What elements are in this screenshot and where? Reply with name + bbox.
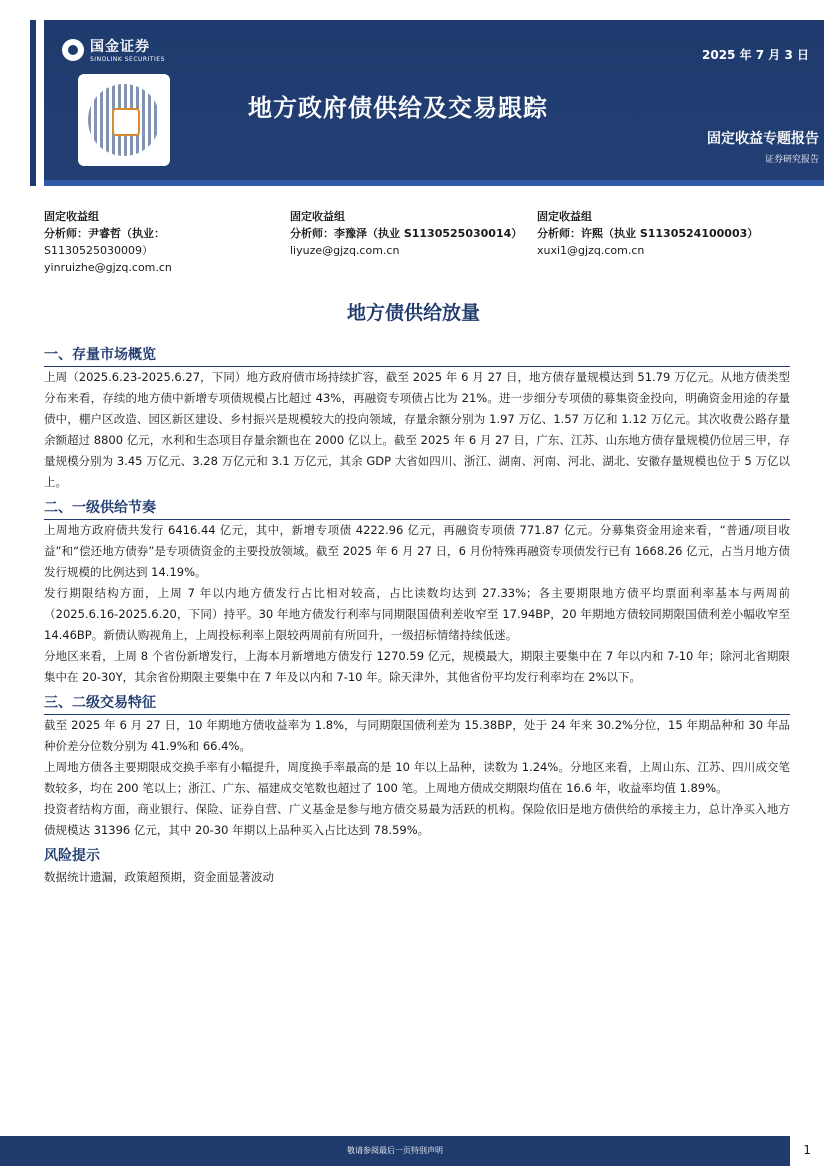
report-subtype: 证券研究报告: [764, 155, 819, 165]
report-title: 地方政府债供给及交易跟踪: [248, 94, 548, 122]
analyst-email[interactable]: xuxi1@gjzq.com.cn: [537, 244, 645, 257]
logo-en: SINOLINK SECURITIES: [90, 56, 165, 63]
page-number: 1: [803, 1143, 811, 1157]
analyst-group: 固定收益组: [44, 210, 99, 223]
analyst-email[interactable]: liyuze@gjzq.com.cn: [290, 244, 400, 257]
analyst-name: 分析师：许熙（执业 S1130524100003）: [537, 227, 759, 240]
section-heading: 二、一级供给节奏: [44, 497, 790, 520]
paragraph: 上周（2025.6.23-2025.6.27，下同）地方政府债市场持续扩容，截至 2025 年 6 月 27 日，地方债存量规模达到 51.79 万亿元。从地方债类型分布来看，存续的地方债中新增专项债规模占比超过 43%，再融资专项债占比为 21%。进一步细分专项债的募集资金投向，明确资金用途的存量债中，棚户区改造、园区新区建设、乡村振兴是规模较大的投向领域，存量余额分别为 1.97 万亿、1.57 万亿和 1.12 万亿元。其次收费公路存量余额超过 8800 亿元，水利和生态项目存量余额也在 2000 亿以上。截至 2025 年 6 月 27 日，广东、江苏、山东地方债存量规模仍位居三甲，存量规模分别为 3.45 万亿元、3.28 万亿元和 3.1 万亿元，其余 GDP 大省如四川、浙江、湖南、河南、河北、湖北、安徽存量规模也位于 5 万亿以上。: [44, 370, 790, 489]
company-logo: [62, 36, 165, 63]
analyst-2: [290, 208, 540, 259]
footer-disclaimer[interactable]: 敬请参阅最后一页特别声明: [347, 1146, 443, 1155]
analyst-name: 分析师：尹睿哲（执业：: [44, 227, 165, 240]
analyst-license: S1130525030009）: [44, 244, 153, 257]
analyst-email[interactable]: yinruizhe@gjzq.com.cn: [44, 261, 172, 274]
section-heading: 三、二级交易特征: [44, 692, 790, 715]
analyst-group: 固定收益组: [290, 210, 345, 223]
header-left-bar: [30, 20, 36, 186]
logo-cn: 国金证券: [90, 39, 150, 55]
paragraph: 发行期限结构方面，上周 7 年以内地方债发行占比相对较高，占比读数均达到 27.33%；各主要期限地方债平均票面利率基本与两周前（2025.6.16-2025.6.20，下同）持平。30 年地方债发行利率与同期限国债利差收窄至 17.94BP，20 年期地方债较同期限国债利差小幅收窄至 14.46BP。新债认购视角上，上周投标利率上限较两周前有所回升，一级招标情绪持续低迷。: [44, 586, 790, 642]
logo-text: [90, 36, 165, 63]
section-heading-risk: 风险提示: [44, 848, 100, 864]
paragraph: 分地区来看，上周 8 个省份新增发行，上海本月新增地方债发行 1270.59 亿元，规模最大，期限主要集中在 7 年以内和 7-10 年；除河北省期限集中在 20-30Y，其余省份期限主要集中在 7 年及以内和 7-10 年。除天津外，其他省份平均发行利率均在 2%以下。: [44, 649, 790, 684]
report-body: [44, 340, 790, 888]
paragraph: 数据统计遗漏，政策超预期，资金面显著波动: [44, 870, 274, 884]
logo-mark-icon: [62, 39, 84, 61]
analyst-group: 固定收益组: [537, 210, 592, 223]
report-type: 固定收益专题报告: [707, 131, 819, 147]
analyst-name: 分析师：李豫泽（执业 S1130525030014）: [290, 227, 523, 240]
qr-code-icon: [78, 74, 170, 166]
paragraph: 上周地方债各主要期限成交换手率有小幅提升，周度换手率最高的是 10 年以上品种，读数为 1.24%。分地区来看，上周山东、江苏、四川成交笔数较多，均在 200 笔以上；浙江、广东、福建成交笔数也超过了 100 笔。上周地方债成交期限均值在 16.6 年，收益率均值 1.89%。: [44, 760, 790, 795]
paragraph: 上周地方政府债共发行 6416.44 亿元，其中，新增专项债 4222.96 亿元，再融资专项债 771.87 亿元。分募集资金用途来看，“普通/项目收益”和“偿还地方债券”是专项债资金的主要投放领域。截至 2025 年 6 月 27 日，6 月份特殊再融资专项债发行已有 1668.26 亿元，占当月地方债发行规模的比例达到 14.19%。: [44, 523, 790, 579]
paragraph: 投资者结构方面，商业银行、保险、证券自营、广义基金是参与地方债交易最为活跃的机构。保险依旧是地方债供给的承接主力，总计净买入地方债规模达 31396 亿元，其中 20-30 年期以上品种买入占比达到 78.59%。: [44, 802, 790, 837]
paragraph: 截至 2025 年 6 月 27 日，10 年期地方债收益率为 1.8%，与同期限国债利差为 15.38BP，处于 24 年来 30.2%分位，15 年期品种和 30 年品种价差分位数分别为 41.9%和 66.4%。: [44, 718, 790, 753]
report-date: 2025 年 7 月 3 日: [702, 48, 809, 62]
analyst-3: [537, 208, 787, 259]
section-heading: 一、存量市场概览: [44, 344, 790, 367]
analyst-1: [44, 208, 274, 276]
main-title: 地方债供给放量: [346, 302, 480, 324]
header-stripe: [44, 180, 824, 186]
